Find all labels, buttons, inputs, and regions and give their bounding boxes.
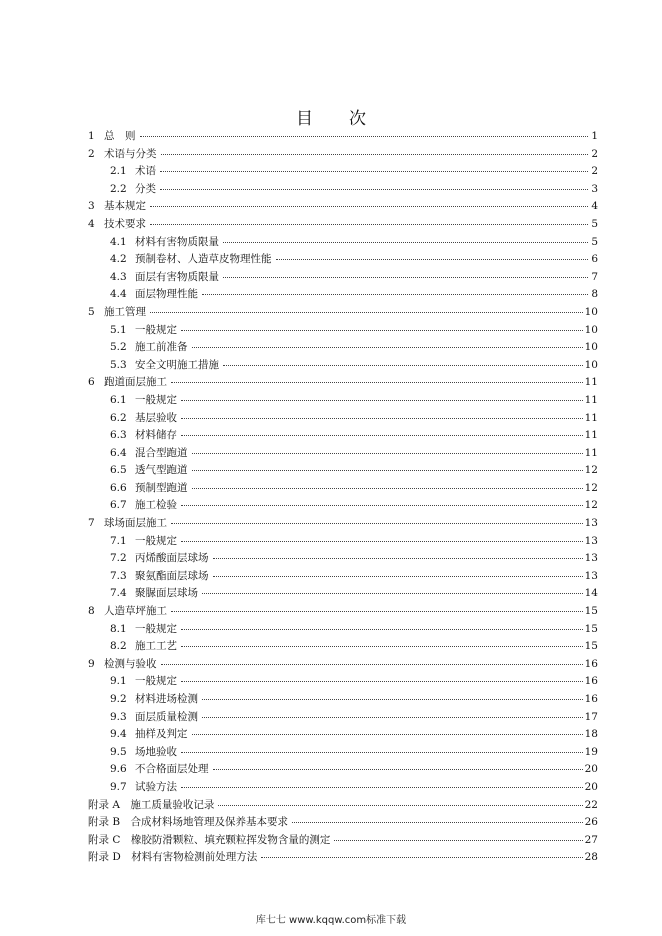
dot-leader [161,664,583,665]
toc-entry-number: 4.4 [110,288,127,301]
toc-entry[interactable] [88,585,598,603]
toc-entry[interactable] [88,374,598,392]
toc-entry-number: 8 [88,605,95,618]
toc-entry[interactable] [88,128,598,146]
dot-leader [181,330,583,331]
toc-entry-number: 9.1 [110,675,127,688]
toc-entry-page: 13 [584,534,598,547]
toc-entry-page: 10 [584,341,598,354]
toc-entry-page: 20 [584,763,598,776]
toc-entry-page: 11 [584,411,598,424]
toc-entry-label: 检测与验收 [104,657,157,670]
dot-leader [140,136,589,137]
toc-entry-number: 2 [88,147,95,160]
toc-entry-number: 4.2 [110,253,127,266]
toc-entry[interactable] [88,216,598,234]
toc-entry[interactable] [88,568,598,586]
dot-leader [223,365,583,366]
toc-entry-number: 9.3 [110,710,127,723]
dot-leader [171,382,583,383]
toc-entry-page: 15 [584,622,598,635]
toc-entry-page: 15 [584,640,598,653]
toc-entry-number: 4.1 [110,235,127,248]
toc-entry[interactable] [88,286,598,304]
toc-entry[interactable] [88,779,598,797]
toc-entry-number: 4 [88,217,95,230]
toc-entry-page: 7 [591,270,598,283]
toc-entry-number: 2.1 [110,165,127,178]
toc-entry-label: 人造草坪施工 [104,605,167,618]
toc-entry-page: 14 [584,587,598,600]
toc-entry-number: 9.5 [110,745,127,758]
toc-entry[interactable] [88,198,598,216]
toc-entry-page: 13 [584,569,598,582]
footer-watermark: 库七七 www.kqqw.com标准下载 [255,915,407,926]
dot-leader [181,435,583,436]
toc-entry-number: 2.2 [110,182,127,195]
dot-leader [292,822,583,823]
toc-entry-page: 2 [591,165,598,178]
toc-entry-label: 一般规定 [135,675,177,688]
toc-entry-label: 附录 C 橡胶防滑颗粒、填充颗粒挥发物含量的测定 [88,833,331,846]
toc-entry-page: 2 [591,147,598,160]
toc-entry-number: 5.3 [110,358,127,371]
toc-entry-page: 20 [584,780,598,793]
dot-leader [181,400,583,401]
toc-entry-label: 场地验收 [135,745,177,758]
toc-entry-label: 总 则 [104,130,136,142]
dot-leader [213,558,583,559]
toc-entry-label: 一般规定 [135,323,177,336]
toc-entry[interactable] [88,849,598,867]
toc-entry-label: 丙烯酸面层球场 [135,552,209,565]
dot-leader [181,629,583,630]
toc-entry-page: 15 [584,605,598,618]
toc-entry-page: 12 [584,499,598,512]
toc-entry-number: 4.3 [110,270,127,283]
dot-leader [181,418,583,419]
toc-entry-label: 面层质量检测 [135,710,198,723]
toc-entry[interactable] [88,181,598,199]
toc-entry-page: 1 [591,130,598,142]
toc-entry-page: 17 [584,710,598,723]
toc-entry-number: 3 [88,200,95,213]
toc-entry[interactable] [88,726,598,744]
toc-entry[interactable] [88,832,598,850]
dot-leader [192,347,583,348]
dot-leader [161,154,589,155]
toc-entry-page: 11 [584,376,598,389]
toc-entry-number: 6.2 [110,411,127,424]
toc-entry-label: 附录 B 合成材料场地管理及保养基本要求 [88,816,289,829]
toc-entry[interactable] [88,462,598,480]
toc-entry[interactable] [88,709,598,727]
toc-entry-page: 16 [584,675,598,688]
toc-entry[interactable] [88,304,598,322]
toc-entry-page: 5 [591,235,598,248]
dot-leader [276,259,589,260]
dot-leader [202,294,588,295]
toc-entry-page: 18 [584,728,598,741]
toc-entry-number: 6.4 [110,446,127,459]
dot-leader [181,646,583,647]
toc-entry-label: 安全文明施工措施 [135,358,219,371]
toc-entry-page: 4 [591,200,598,213]
toc-entry[interactable] [88,146,598,164]
dot-leader [150,224,588,225]
toc-entry[interactable] [88,163,598,181]
dot-leader [202,593,583,594]
toc-entry-page: 16 [584,693,598,705]
toc-entry-number: 7 [88,517,95,530]
toc-entry-page: 11 [584,446,598,459]
toc-entry-number: 8.1 [110,622,127,635]
toc-entry[interactable] [88,638,598,656]
toc-entry[interactable] [88,480,598,498]
toc-entry[interactable] [88,691,598,709]
toc-entry-label: 附录 D 材料有害物检测前处理方法 [88,851,258,864]
toc-entry-label: 术语 [135,165,156,178]
toc-entry-label: 材料储存 [135,429,177,442]
toc-entry-label: 一般规定 [135,534,177,547]
toc-entry-number: 6.6 [110,481,127,494]
toc-entry-number: 6.1 [110,393,127,406]
dot-leader [181,681,583,682]
toc-entry-label: 施工管理 [104,305,146,318]
toc-entry-page: 11 [584,429,598,442]
dot-leader [192,453,583,454]
title-char-2: 次 [349,109,366,129]
toc-entry-number: 5.1 [110,323,127,336]
toc-entry-page: 10 [584,323,598,336]
toc-entry[interactable] [88,533,598,551]
toc-entry-label: 一般规定 [135,622,177,635]
toc-entry-number: 6.7 [110,499,127,512]
dot-leader [181,787,583,788]
toc-entry-page: 16 [584,657,598,670]
toc-entry-label: 聚氨酯面层球场 [135,569,209,582]
toc-entry-label: 球场面层施工 [104,517,167,530]
toc-entry-number: 9.6 [110,763,127,776]
toc-entry-page: 5 [591,217,598,230]
dot-leader [261,857,582,858]
toc-entry-page: 10 [584,305,598,318]
toc-entry-label: 材料进场检测 [135,693,198,705]
toc-entry-number: 7.2 [110,552,127,565]
toc-entry[interactable] [88,251,598,269]
toc-entry-label: 预制卷材、人造草皮物理性能 [135,253,272,266]
dot-leader [160,171,588,172]
toc-entry-page: 19 [584,745,598,758]
dot-leader [213,576,583,577]
toc-entry[interactable] [88,269,598,287]
dot-leader [334,840,582,841]
toc-entry[interactable] [88,427,598,445]
toc-entry-label: 一般规定 [135,393,177,406]
dot-leader [150,206,588,207]
toc-entry[interactable] [88,234,598,252]
toc-entry-number: 6 [88,376,95,389]
toc-entry-label: 术语与分类 [104,147,157,160]
toc-entry-number: 9.4 [110,728,127,741]
toc-entry[interactable] [88,814,598,832]
page-title [0,104,662,129]
dot-leader [171,611,583,612]
dot-leader [213,769,583,770]
toc-entry-page: 12 [584,464,598,477]
toc-entry-label: 分类 [135,182,156,195]
toc-entry-number: 6.5 [110,464,127,477]
toc-entry[interactable] [88,322,598,340]
toc-entry-page: 3 [591,182,598,195]
toc-entry-label: 面层物理性能 [135,288,198,301]
dot-leader [181,505,583,506]
dot-leader [181,541,583,542]
toc-entry-label: 施工工艺 [135,640,177,653]
toc-entry-label: 基本规定 [104,200,146,213]
toc-entry-label: 施工检验 [135,499,177,512]
dot-leader [150,312,583,313]
toc-entry[interactable] [88,339,598,357]
toc-entry[interactable] [88,515,598,533]
toc-entry-page: 10 [584,358,598,371]
table-of-contents [88,128,598,867]
toc-entry[interactable] [88,744,598,762]
dot-leader [181,752,583,753]
toc-entry-page: 13 [584,552,598,565]
toc-entry-label: 聚脲面层球场 [135,587,198,600]
toc-entry-label: 混合型跑道 [135,446,188,459]
toc-entry[interactable] [88,392,598,410]
toc-entry[interactable] [88,550,598,568]
toc-entry[interactable] [88,656,598,674]
toc-entry[interactable] [88,797,598,815]
toc-entry[interactable] [88,497,598,515]
toc-entry[interactable] [88,410,598,428]
toc-entry-label: 附录 A 施工质量验收记录 [88,798,215,811]
toc-entry-label: 跑道面层施工 [104,376,167,389]
dot-leader [160,189,588,190]
toc-entry-label: 透气型跑道 [135,464,188,477]
toc-entry-label: 基层验收 [135,411,177,424]
dot-leader [202,699,583,700]
toc-entry-page: 12 [584,481,598,494]
toc-entry[interactable] [88,357,598,375]
toc-entry[interactable] [88,603,598,621]
dot-leader [218,805,582,806]
toc-entry-label: 试验方法 [135,780,177,793]
toc-entry-page: 22 [584,798,598,811]
toc-entry-label: 施工前准备 [135,341,188,354]
toc-entry-page: 26 [584,816,598,829]
toc-entry-number: 6.3 [110,429,127,442]
dot-leader [223,277,588,278]
toc-entry-page: 28 [584,851,598,864]
toc-entry-page: 6 [591,253,598,266]
title-char-1: 目 [296,109,313,129]
dot-leader [192,734,583,735]
toc-entry-page: 27 [584,833,598,846]
toc-entry-number: 7.1 [110,534,127,547]
toc-entry-number: 1 [88,130,95,142]
toc-entry-number: 9.2 [110,693,127,705]
toc-entry-number: 8.2 [110,640,127,653]
dot-leader [192,488,583,489]
toc-entry[interactable] [88,673,598,691]
toc-entry-page: 11 [584,393,598,406]
dot-leader [202,717,583,718]
toc-entry[interactable] [88,445,598,463]
toc-entry-label: 面层有害物质限量 [135,270,219,283]
toc-entry-number: 7.4 [110,587,127,600]
toc-entry-page: 13 [584,517,598,530]
toc-entry-number: 9 [88,657,95,670]
toc-entry-label: 预制型跑道 [135,481,188,494]
toc-entry-label: 材料有害物质限量 [135,235,219,248]
dot-leader [192,470,583,471]
dot-leader [223,242,588,243]
toc-entry-page: 8 [591,288,598,301]
toc-entry[interactable] [88,621,598,639]
toc-entry[interactable] [88,761,598,779]
toc-entry-label: 不合格面层处理 [135,763,209,776]
toc-entry-label: 抽样及判定 [135,728,188,741]
toc-entry-label: 技术要求 [104,217,146,230]
dot-leader [171,523,583,524]
toc-entry-number: 7.3 [110,569,127,582]
toc-entry-number: 5 [88,305,95,318]
toc-entry-number: 5.2 [110,341,127,354]
toc-entry-number: 9.7 [110,780,127,793]
